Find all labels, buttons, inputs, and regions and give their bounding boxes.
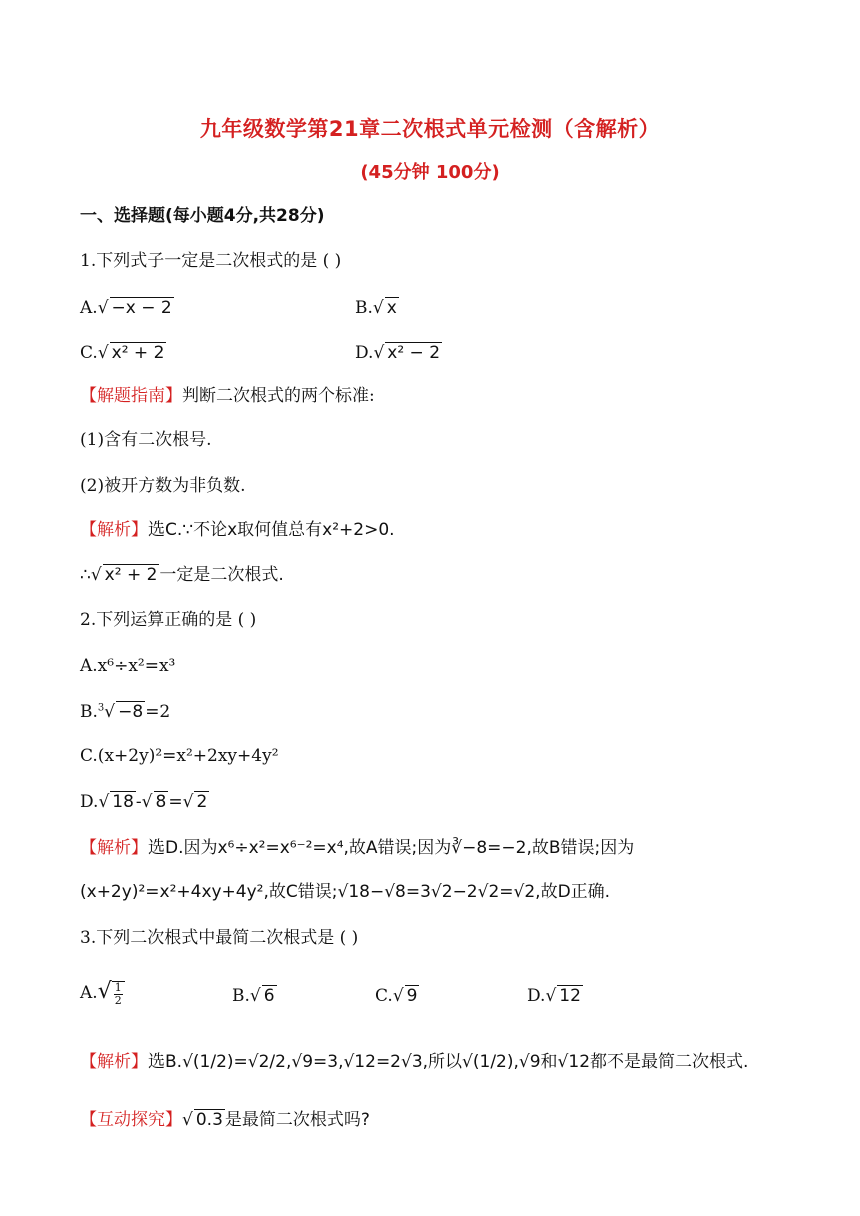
q1-guide-item-2: (2)被开方数为非负数. xyxy=(80,476,246,496)
q2-analysis-line-2: (x+2y)²=x²+4xy+4y²,故C错误;√18−√8=3√2−2√2=√2,故D正确. xyxy=(80,882,611,902)
q3-option-a: A.√ $\frac{1}{2}$ xyxy=(80,980,125,1007)
q2-analysis-line-1: 【解析】选D.因为x⁶÷x²=x⁶⁻²=x⁴,故A错误;因为∛−8=−2,故B错误;因为 xyxy=(80,838,635,858)
question-1-stem: 1.下列式子一定是二次根式的是 ( ) xyxy=(80,251,342,271)
q1-analysis: 【解析】选C.∵不论x取何值总有x²+2>0. xyxy=(80,520,395,540)
q3-analysis: 【解析】选B.√(1/2)=√2/2,√9=3,√12=2√3,所以√(1/2),√9和√12都不是最简二次根式. xyxy=(80,1052,749,1072)
q3-option-c: C.√ 9 xyxy=(375,986,418,1006)
document-subtitle: (45分钟 100分) xyxy=(360,162,500,183)
question-2-stem: 2.下列运算正确的是 ( ) xyxy=(80,610,257,630)
q1-analysis-tag: 【解析】 xyxy=(80,520,148,540)
q1-guide-item-1: (1)含有二次根号. xyxy=(80,430,212,450)
q1-option-b: B.√ x xyxy=(355,298,397,318)
q1-guide-tag: 【解题指南】 xyxy=(80,386,182,406)
q3-option-b: B.√ 6 xyxy=(232,986,275,1006)
question-3-stem: 3.下列二次根式中最简二次根式是 ( ) xyxy=(80,928,359,948)
document-title: 九年级数学第21章二次根式单元检测（含解析） xyxy=(199,117,661,141)
q2-option-d: D.√ 18 -√ 8 =√ 2 xyxy=(80,792,208,812)
q3-analysis-tag: 【解析】 xyxy=(80,1052,148,1072)
section-heading: 一、选择题(每小题4分,共28分) xyxy=(80,206,325,226)
q1-option-c-radicand: x² + 2 xyxy=(111,343,165,363)
q1-option-a-radicand: −x − 2 xyxy=(111,298,172,318)
q2-option-b: B.$^3$√ −8 =2 xyxy=(80,702,171,722)
q1-option-a: A.√ −x − 2 xyxy=(80,298,172,318)
q1-guide: 【解题指南】判断二次根式的两个标准: xyxy=(80,386,375,406)
q1-conclusion: ∴√ x² + 2 一定是二次根式. xyxy=(80,565,284,585)
q1-option-d: D.√ x² − 2 xyxy=(355,343,441,363)
q1-option-d-radicand: x² − 2 xyxy=(387,343,441,363)
q2-analysis-tag: 【解析】 xyxy=(80,838,148,858)
q2-option-a: A.x⁶÷x²=x³ xyxy=(80,656,176,676)
q3-option-d: D.√ 12 xyxy=(527,986,581,1006)
q2-option-c: C.(x+2y)²=x²+2xy+4y² xyxy=(80,746,279,766)
explore-tag: 【互动探究】 xyxy=(80,1110,182,1130)
q1-option-b-radicand: x xyxy=(386,298,397,318)
explore-question: 【互动探究】√ 0.3 是最简二次根式吗? xyxy=(80,1110,370,1130)
q1-option-c: C.√ x² + 2 xyxy=(80,343,165,363)
